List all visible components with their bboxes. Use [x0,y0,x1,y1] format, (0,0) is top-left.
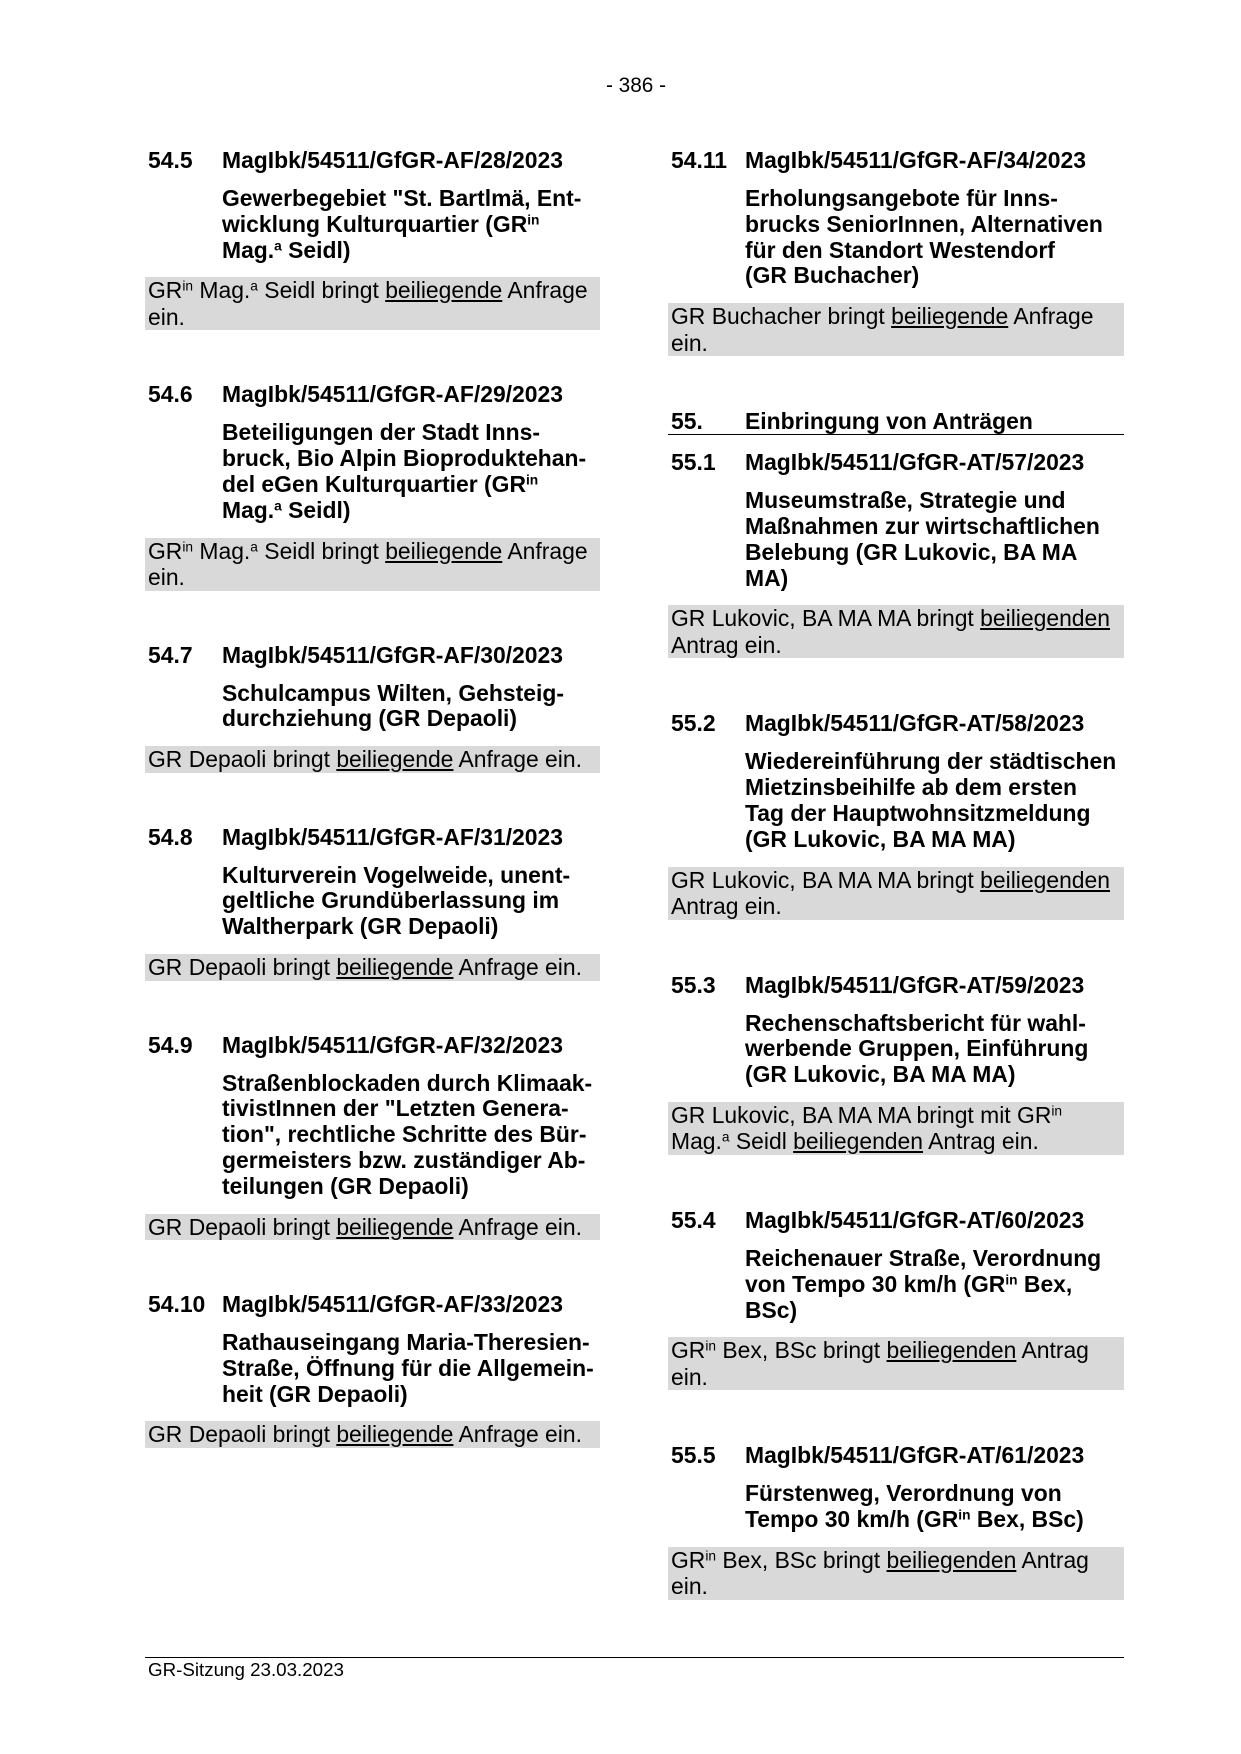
text-run: GR [148,537,183,564]
item-reference: MagIbk/54511/GfGR-AT/57/2023 [745,449,1085,476]
page-number: - 386 - [605,74,667,97]
note-line [671,1364,1124,1391]
text-run: Mag. [671,1128,722,1155]
title-line [745,1011,1124,1037]
text-run: Antrag ein. [671,893,782,920]
attachment-link[interactable]: beiliegende [336,1421,454,1448]
attachment-link[interactable]: beiliegende [336,954,454,981]
text-run: BSc) [745,1296,798,1323]
text-run: GR Depaoli bringt [148,1421,337,1448]
item-number: 54.11 [671,147,728,173]
text-run: Gewerbegebiet "St. Bartlmä, Ent- [222,185,582,211]
superscript-text: in [1005,1272,1018,1288]
item-number: 54.9 [148,1031,193,1058]
item-heading [671,1442,1124,1468]
text-run: tivistInnen der "Letzten Genera- [222,1095,569,1122]
text-run: Reichenauer Straße, Verordnung [745,1244,1102,1271]
text-run: GR Lukovic, BA MA MA bringt [671,605,981,632]
text-run: Anfrage ein. [453,1213,582,1240]
item-note [145,954,600,981]
text-run: Anfrage [502,537,588,564]
attachment-link[interactable]: beiliegenden [886,1337,1017,1364]
item-note [145,1214,600,1241]
superscript-text: in [527,212,540,228]
agenda-item [671,1207,1124,1390]
text-run: von Tempo 30 km/h (GR [745,1270,1006,1297]
text-run: GR [671,1337,706,1364]
superscript-text: a [250,278,258,294]
item-title [222,186,600,263]
title-line [745,775,1124,801]
agenda-item [148,1291,600,1448]
item-title [745,1481,1124,1533]
text-run: Fürstenweg, Verordnung von [745,1480,1062,1507]
title-line [222,888,600,914]
text-run: Antrag [1016,1546,1089,1573]
superscript-text: in [705,1338,717,1354]
item-note [668,605,1124,658]
superscript-text: a [721,1129,730,1145]
section-title: Einbringung von Anträgen [745,408,1033,435]
note-line [671,632,1124,659]
item-note [668,867,1124,920]
text-run: MA) [745,564,789,591]
note-line [671,605,1124,632]
text-run: Anfrage ein. [453,746,582,773]
item-heading [148,1291,600,1317]
attachment-link[interactable]: beiliegende [385,277,503,304]
right-column-items [671,147,1124,356]
text-run: Anfrage ein. [453,954,582,981]
title-line [745,749,1124,775]
item-number: 55.5 [671,1442,716,1469]
title-line [222,863,600,889]
text-run: Antrag [1016,1337,1089,1364]
title-line [222,1096,600,1122]
text-run: (GR Buchacher) [745,262,920,289]
item-title [745,186,1124,289]
agenda-item [671,1442,1124,1600]
text-run: Bex, BSc bringt [716,1546,887,1573]
item-title [745,488,1124,591]
title-line [745,566,1124,592]
agenda-item [148,1032,600,1240]
text-run: tion", rechtliche Schritte des Bür- [222,1121,587,1148]
attachment-link[interactable]: beiliegenden [980,866,1110,893]
section-items [671,449,1124,1600]
item-reference: MagIbk/54511/GfGR-AF/28/2023 [222,147,563,173]
item-reference: MagIbk/54511/GfGR-AT/58/2023 [745,710,1085,737]
item-heading [148,642,600,668]
note-line [671,893,1124,920]
item-number: 54.8 [148,823,193,850]
title-line [222,186,600,212]
note-line [148,954,600,981]
title-line [745,801,1124,827]
text-run: Tempo 30 km/h (GR [745,1506,959,1533]
superscript-text: in [525,472,539,488]
item-number: 54.7 [148,641,193,668]
text-run: (GR Lukovic, BA MA MA) [745,1061,1016,1088]
text-run: Mag. [222,236,275,263]
item-note [668,1547,1124,1600]
item-heading [148,147,600,173]
superscript-text: a [274,498,282,514]
title-line [222,1356,600,1382]
text-run: Mag. [222,496,275,523]
superscript-text: in [705,1548,717,1564]
title-line [745,1298,1124,1324]
note-line [148,538,600,565]
text-run: Bex, BSc bringt [716,1337,887,1364]
text-run: teilungen (GR Depaoli) [222,1172,469,1199]
text-run: Seidl) [281,236,351,263]
agenda-item [671,710,1124,919]
superscript-text: a [250,539,258,555]
item-number: 55.1 [671,449,716,476]
item-note [668,1102,1124,1155]
title-line [745,1481,1124,1507]
text-run: Straßenblockaden durch Klimaak- [222,1069,593,1096]
right-column [671,147,1124,1600]
text-run: GR [148,277,183,304]
text-run: für den Standort Westendorf [745,236,1055,263]
title-line [222,498,600,524]
item-number: 54.6 [148,381,193,408]
text-run: heit (GR Depaoli) [222,1380,408,1407]
item-reference: MagIbk/54511/GfGR-AT/59/2023 [745,971,1085,998]
text-run: Anfrage [1008,303,1094,330]
title-line [222,446,600,472]
text-run: (GR Lukovic, BA MA MA) [745,825,1016,852]
title-line [745,488,1124,514]
note-line [671,1547,1124,1574]
item-heading [671,449,1124,475]
item-heading [671,1207,1124,1233]
note-line [148,304,600,331]
title-line [745,1272,1124,1298]
item-heading [671,147,1124,173]
text-run: werbende Gruppen, Einführung [745,1035,1089,1062]
text-run: Anfrage [502,277,588,304]
item-number: 54.5 [148,147,193,173]
attachment-link[interactable]: beiliegenden [793,1128,923,1155]
text-run: bruck, Bio Alpin Bioproduktehan- [222,445,587,472]
text-run: wicklung Kulturquartier (GR [222,210,528,237]
text-run: Schulcampus Wilten, Gehsteig- [222,679,564,706]
text-run: Bex, BSc) [970,1506,1084,1533]
text-run: GR Lukovic, BA MA MA bringt mit GR [671,1101,1052,1128]
text-run: Museumstraße, Strategie und [745,487,1066,514]
title-line [222,706,600,732]
item-reference: MagIbk/54511/GfGR-AF/34/2023 [745,147,1086,173]
text-run: Tag der Hauptwohnsitzmeldung [745,799,1091,826]
text-run: Kulturverein Vogelweide, unent- [222,861,571,888]
note-line [148,746,600,773]
superscript-text: in [958,1507,971,1523]
section-number: 55. [671,408,703,435]
attachment-link[interactable]: beiliegende [385,537,503,564]
text-run: Seidl [729,1128,794,1155]
title-line [745,238,1124,264]
text-run: Rathauseingang Maria-Theresien- [222,1329,590,1356]
agenda-item [148,642,600,773]
title-line [745,212,1124,238]
attachment-link[interactable]: beiliegende [336,746,454,773]
text-run: Wiedereinführung der städtischen [745,748,1117,775]
item-reference: MagIbk/54511/GfGR-AF/30/2023 [222,641,563,668]
text-run: Mietzinsbeihilfe ab dem ersten [745,774,1077,801]
text-run: Mag. [193,277,251,304]
title-line [222,914,600,940]
item-note [145,277,600,330]
agenda-item [148,381,600,590]
title-line [745,263,1124,289]
superscript-text: in [182,278,194,294]
note-line [671,1573,1124,1600]
text-run: brucks SeniorInnen, Alternativen [745,210,1103,237]
item-title [745,1246,1124,1323]
agenda-item [148,824,600,981]
title-line [222,681,600,707]
text-run: GR Depaoli bringt [148,1213,337,1240]
attachment-link[interactable]: beiliegende [336,1213,454,1240]
item-note [668,1337,1124,1390]
item-number: 55.3 [671,971,716,998]
item-note [145,746,600,773]
note-line [148,1421,600,1448]
item-reference: MagIbk/54511/GfGR-AF/29/2023 [222,381,563,408]
text-run: ein. [148,564,185,591]
note-line [148,564,600,591]
text-run: Seidl bringt [257,277,386,304]
text-run: Waltherpark (GR Depaoli) [222,913,499,940]
note-line [671,1102,1124,1129]
title-line [222,1122,600,1148]
text-run: del eGen Kulturquartier (GR [222,470,526,497]
title-line [745,1507,1124,1533]
title-line [222,212,600,238]
title-line [222,420,600,446]
item-note [668,303,1124,356]
item-reference: MagIbk/54511/GfGR-AF/32/2023 [222,1031,563,1058]
item-number: 55.4 [671,1206,716,1233]
note-line [148,1214,600,1241]
text-run: Mag. [193,537,251,564]
text-run: Antrag ein. [671,631,782,658]
title-line [222,1071,600,1097]
item-title [745,749,1124,852]
title-line [745,540,1124,566]
agenda-item [148,147,600,330]
agenda-item [671,972,1124,1155]
item-reference: MagIbk/54511/GfGR-AT/60/2023 [745,1206,1085,1233]
text-run: Seidl bringt [257,537,386,564]
text-run: Beteiligungen der Stadt Inns- [222,419,540,446]
attachment-link[interactable]: beiliegende [891,303,1009,330]
agenda-item [671,449,1124,658]
superscript-text: in [182,539,194,555]
left-column [148,147,600,1448]
attachment-link[interactable]: beiliegenden [980,605,1110,632]
title-line [745,1062,1124,1088]
note-line [671,303,1124,330]
item-title [222,681,600,733]
title-line [745,514,1124,540]
note-line [148,277,600,304]
text-run: Rechenschaftsbericht für wahl- [745,1009,1086,1036]
agenda-item [671,147,1124,356]
text-run: Antrag ein. [923,1128,1039,1155]
title-line [222,238,600,264]
note-line [671,330,1124,357]
text-run: Seidl) [281,496,351,523]
item-heading [671,710,1124,736]
item-title [222,1071,600,1200]
title-line [745,186,1124,212]
title-line [222,1330,600,1356]
text-run: durchziehung (GR Depaoli) [222,705,518,732]
text-run: ein. [671,1363,708,1390]
item-number: 55.2 [671,710,716,737]
note-line [671,1128,1124,1155]
item-reference: MagIbk/54511/GfGR-AT/61/2023 [745,1442,1085,1469]
item-heading [148,381,600,407]
section-heading [668,408,1124,435]
title-line [222,472,600,498]
text-run: Maßnahmen zur wirtschaftlichen [745,512,1100,539]
item-number: 54.10 [148,1291,206,1318]
text-run: Bex, [1017,1270,1073,1297]
text-run: ein. [671,1573,708,1600]
item-title [222,863,600,940]
footer-divider [145,1657,1124,1658]
item-reference: MagIbk/54511/GfGR-AF/33/2023 [222,1291,563,1318]
text-run: GR [671,1546,706,1573]
item-heading [671,972,1124,998]
item-title [222,420,600,523]
text-run: Erholungsangebote für Inns- [745,185,1058,211]
note-line [671,867,1124,894]
text-run: geltliche Grundüberlassung im [222,887,560,914]
superscript-text: in [1051,1103,1063,1119]
item-note [145,1421,600,1448]
title-line [222,1174,600,1200]
attachment-link[interactable]: beiliegenden [886,1546,1017,1573]
note-line [671,1337,1124,1364]
text-run: GR Depaoli bringt [148,954,337,981]
item-note [145,538,600,591]
text-run: germeisters bzw. zuständiger Ab- [222,1146,586,1173]
text-run: GR Lukovic, BA MA MA bringt [671,866,981,893]
title-line [222,1382,600,1408]
title-line [745,827,1124,853]
text-run: Anfrage ein. [453,1421,582,1448]
title-line [222,1148,600,1174]
item-heading [148,824,600,850]
item-title [222,1330,600,1407]
superscript-text: a [274,238,282,254]
title-line [745,1036,1124,1062]
item-heading [148,1032,600,1058]
text-run: ein. [671,329,708,356]
text-run: GR Buchacher bringt [671,303,892,330]
footer-text: GR-Sitzung 23.03.2023 [148,1659,344,1680]
text-run: Straße, Öffnung für die Allgemein- [222,1354,594,1381]
title-line [745,1246,1124,1272]
text-run: Belebung (GR Lukovic, BA MA [745,538,1078,565]
text-run: ein. [148,303,185,330]
text-run: GR Depaoli bringt [148,746,337,773]
item-reference: MagIbk/54511/GfGR-AF/31/2023 [222,823,563,850]
item-title [745,1011,1124,1088]
